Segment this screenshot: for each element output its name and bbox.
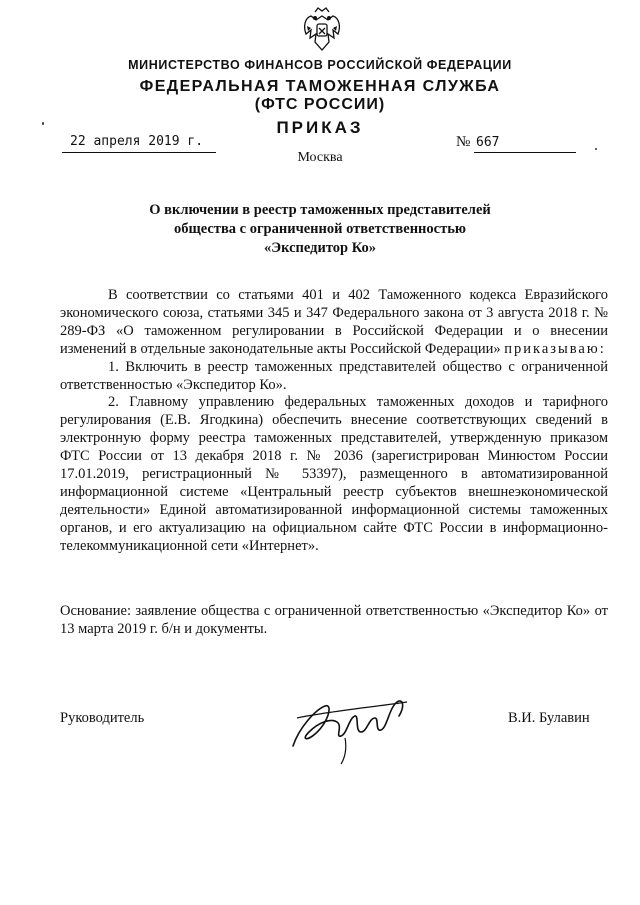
number-value: 667 bbox=[476, 135, 500, 150]
document-type: ПРИКАЗ bbox=[276, 118, 364, 137]
item-1: 1. Включить в реестр таможенных представителей общество с ограниченной ответственностью «Экспедитор Ко». bbox=[60, 358, 608, 393]
city: Москва bbox=[297, 150, 343, 165]
item-2: 2. Главному управлению федеральных таможенных доходов и тарифного регулирования (Е.В. Ягодкина) обеспечить внесение соответствующих сведений в электронную форму реестра таможенных представителей, утвержденную приказом ФТС России от 13 декабря 2018 г. № 2036 (зарегистрирован Минюстом России 17.01.2019, регистрационный № 53397), размещенного в автоматизированной информационной системе «Центральный реестр субъектов внешнеэкономической деятельности» Единой автоматизированной информационной системы таможенных органов, и его актуализацию на официальном сайте ФТС России в информационно-телекоммуникационной сети «Интернет». bbox=[60, 394, 608, 554]
service-abbreviation: (ФТС РОССИИ) bbox=[254, 96, 386, 113]
signatory-name: В.И. Булавин bbox=[508, 710, 590, 726]
basis-paragraph: Основание: заявление общества с ограниченной ответственностью «Экспедитор Ко» от 13 марта 2019 г. б/н и документы. bbox=[60, 603, 608, 637]
scan-speck bbox=[42, 122, 44, 125]
order-word: приказываю: bbox=[504, 340, 606, 357]
coat-of-arms-icon bbox=[301, 6, 343, 54]
order-body bbox=[60, 287, 608, 556]
handwritten-signature-icon bbox=[285, 688, 415, 766]
title-line-1: О включении в реестр таможенных представителей bbox=[149, 202, 491, 218]
order-title bbox=[0, 201, 640, 258]
date-value: 22 апреля 2019 г. bbox=[70, 134, 204, 149]
number-sign: № bbox=[456, 134, 471, 150]
title-line-3: «Экспедитор Ко» bbox=[264, 240, 376, 256]
scan-speck bbox=[595, 148, 597, 150]
title-line-2: общества с ограниченной ответственностью bbox=[174, 221, 466, 237]
service-name: ФЕДЕРАЛЬНАЯ ТАМОЖЕННАЯ СЛУЖБА bbox=[139, 78, 501, 95]
intro-paragraph bbox=[60, 287, 608, 359]
signatory-role: Руководитель bbox=[60, 710, 145, 726]
intro-text: В соответствии со статьями 401 и 402 Таможенного кодекса Евразийского экономического союза, статьями 345 и 347 Федерального закона от 3 августа 2018 г. № 289-ФЗ «О таможенном регулировании в Российской Федерации и о внесении изменений в отдельные законодательные акты Российской Федерации» bbox=[60, 287, 608, 357]
ministry-name: МИНИСТЕРСТВО ФИНАНСОВ РОССИЙСКОЙ ФЕДЕРАЦИИ bbox=[128, 58, 512, 72]
